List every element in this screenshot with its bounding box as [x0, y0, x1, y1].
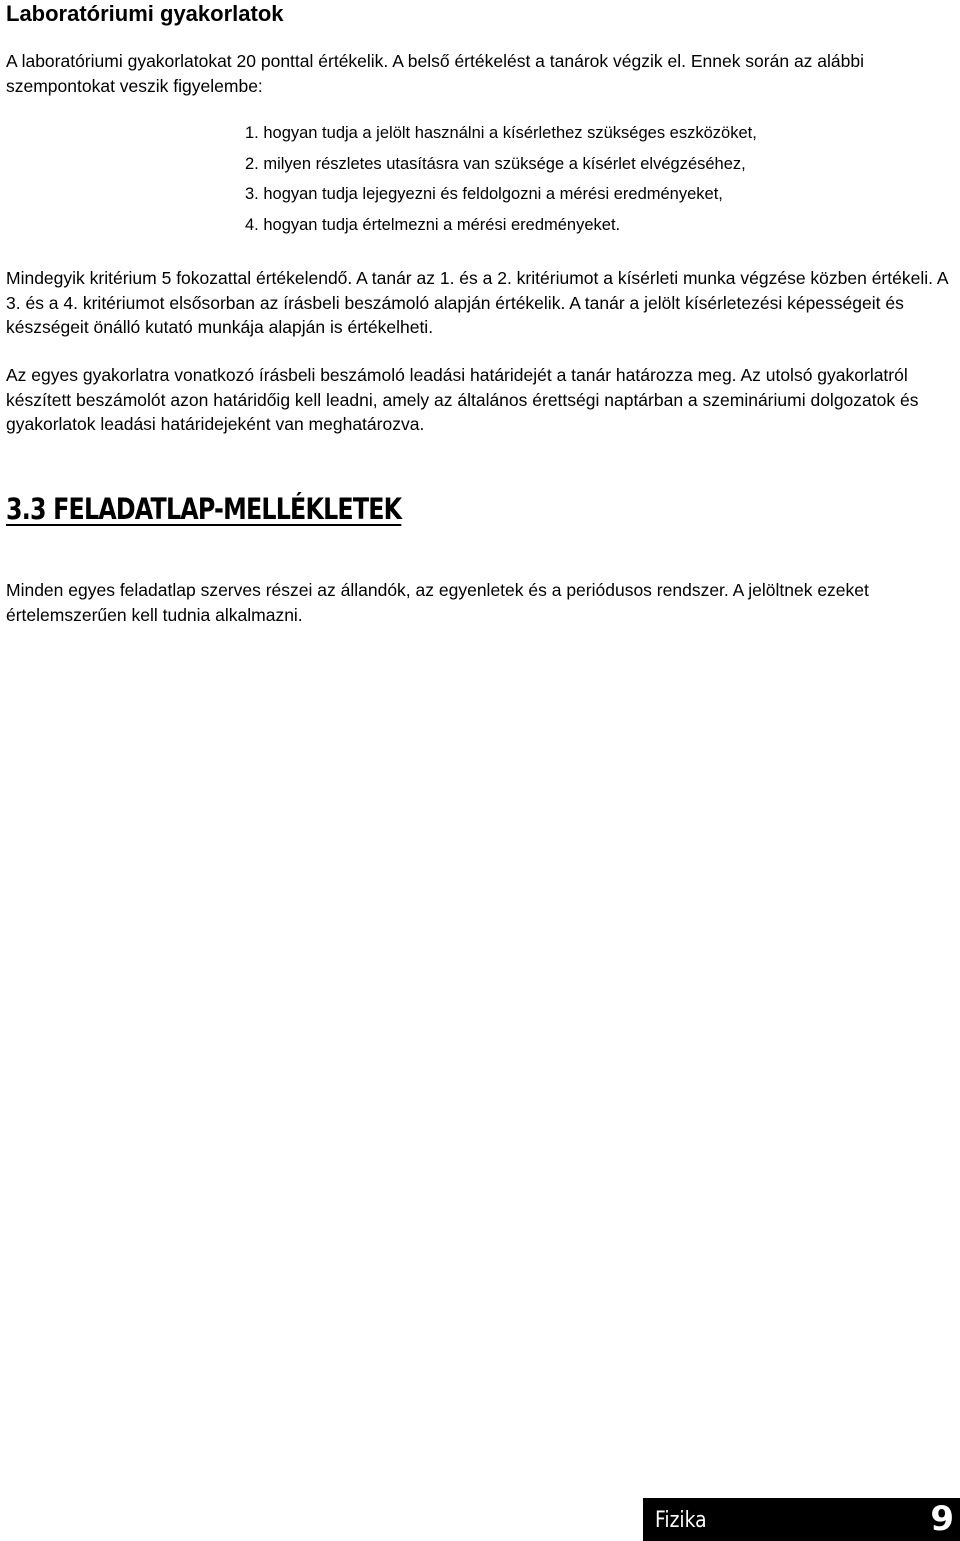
- page-heading: Laboratóriumi gyakorlatok: [6, 1, 284, 26]
- attachments-paragraph: Minden egyes feladatlap szerves részei az állandók, az egyenletek és a periódusos rendszer. A jelöltnek ezeket értelemszerűen kell tudnia alkalmazni.: [6, 580, 869, 625]
- footer-subject: Fizika: [655, 1508, 707, 1533]
- criteria-item: 2. milyen részletes utasításra van szüksége a kísérlet elvégzéséhez,: [245, 154, 746, 173]
- section-title: 3.3 FELADATLAP-MELLÉKLETEK: [6, 492, 402, 526]
- criteria-list: [245, 118, 757, 241]
- page-number: 9: [930, 1499, 954, 1539]
- criteria-item: 1. hogyan tudja a jelölt használni a kísérlethez szükséges eszközöket,: [245, 124, 757, 142]
- criteria-item: 4. hogyan tudja értelmezni a mérési eredményeket.: [245, 216, 621, 235]
- criteria-item: 3. hogyan tudja lejegyezni és feldolgozni a mérési eredményeket,: [245, 185, 723, 204]
- deadline-paragraph: Az egyes gyakorlatra vonatkozó írásbeli beszámoló leadási határidejét a tanár határozza meg. Az utolsó gyakorlatról készített beszámolót azon határidőig kell leadni, amely az általános érettségi naptárban a szemináriumi dolgozatok és gyakorlatok leadási határidejeként van meghatározva.: [6, 365, 919, 434]
- grading-paragraph: Mindegyik kritérium 5 fokozattal értékelendő. A tanár az 1. és a 2. kritériumot a kísérleti munka végzése közben értékeli. A 3. és a 4. kritériumot elsősorban az írásbeli beszámoló alapján értékelik. A tanár a jelölt kísérletezési képességeit és készségeit önálló kutató munkája alapján is értékelheti.: [6, 268, 948, 337]
- page-footer: [643, 1498, 960, 1541]
- intro-paragraph: A laboratóriumi gyakorlatokat 20 ponttal értékelik. A belső értékelést a tanárok végzik el. Ennek során az alábbi szempontokat veszik figyelembe:: [6, 51, 864, 96]
